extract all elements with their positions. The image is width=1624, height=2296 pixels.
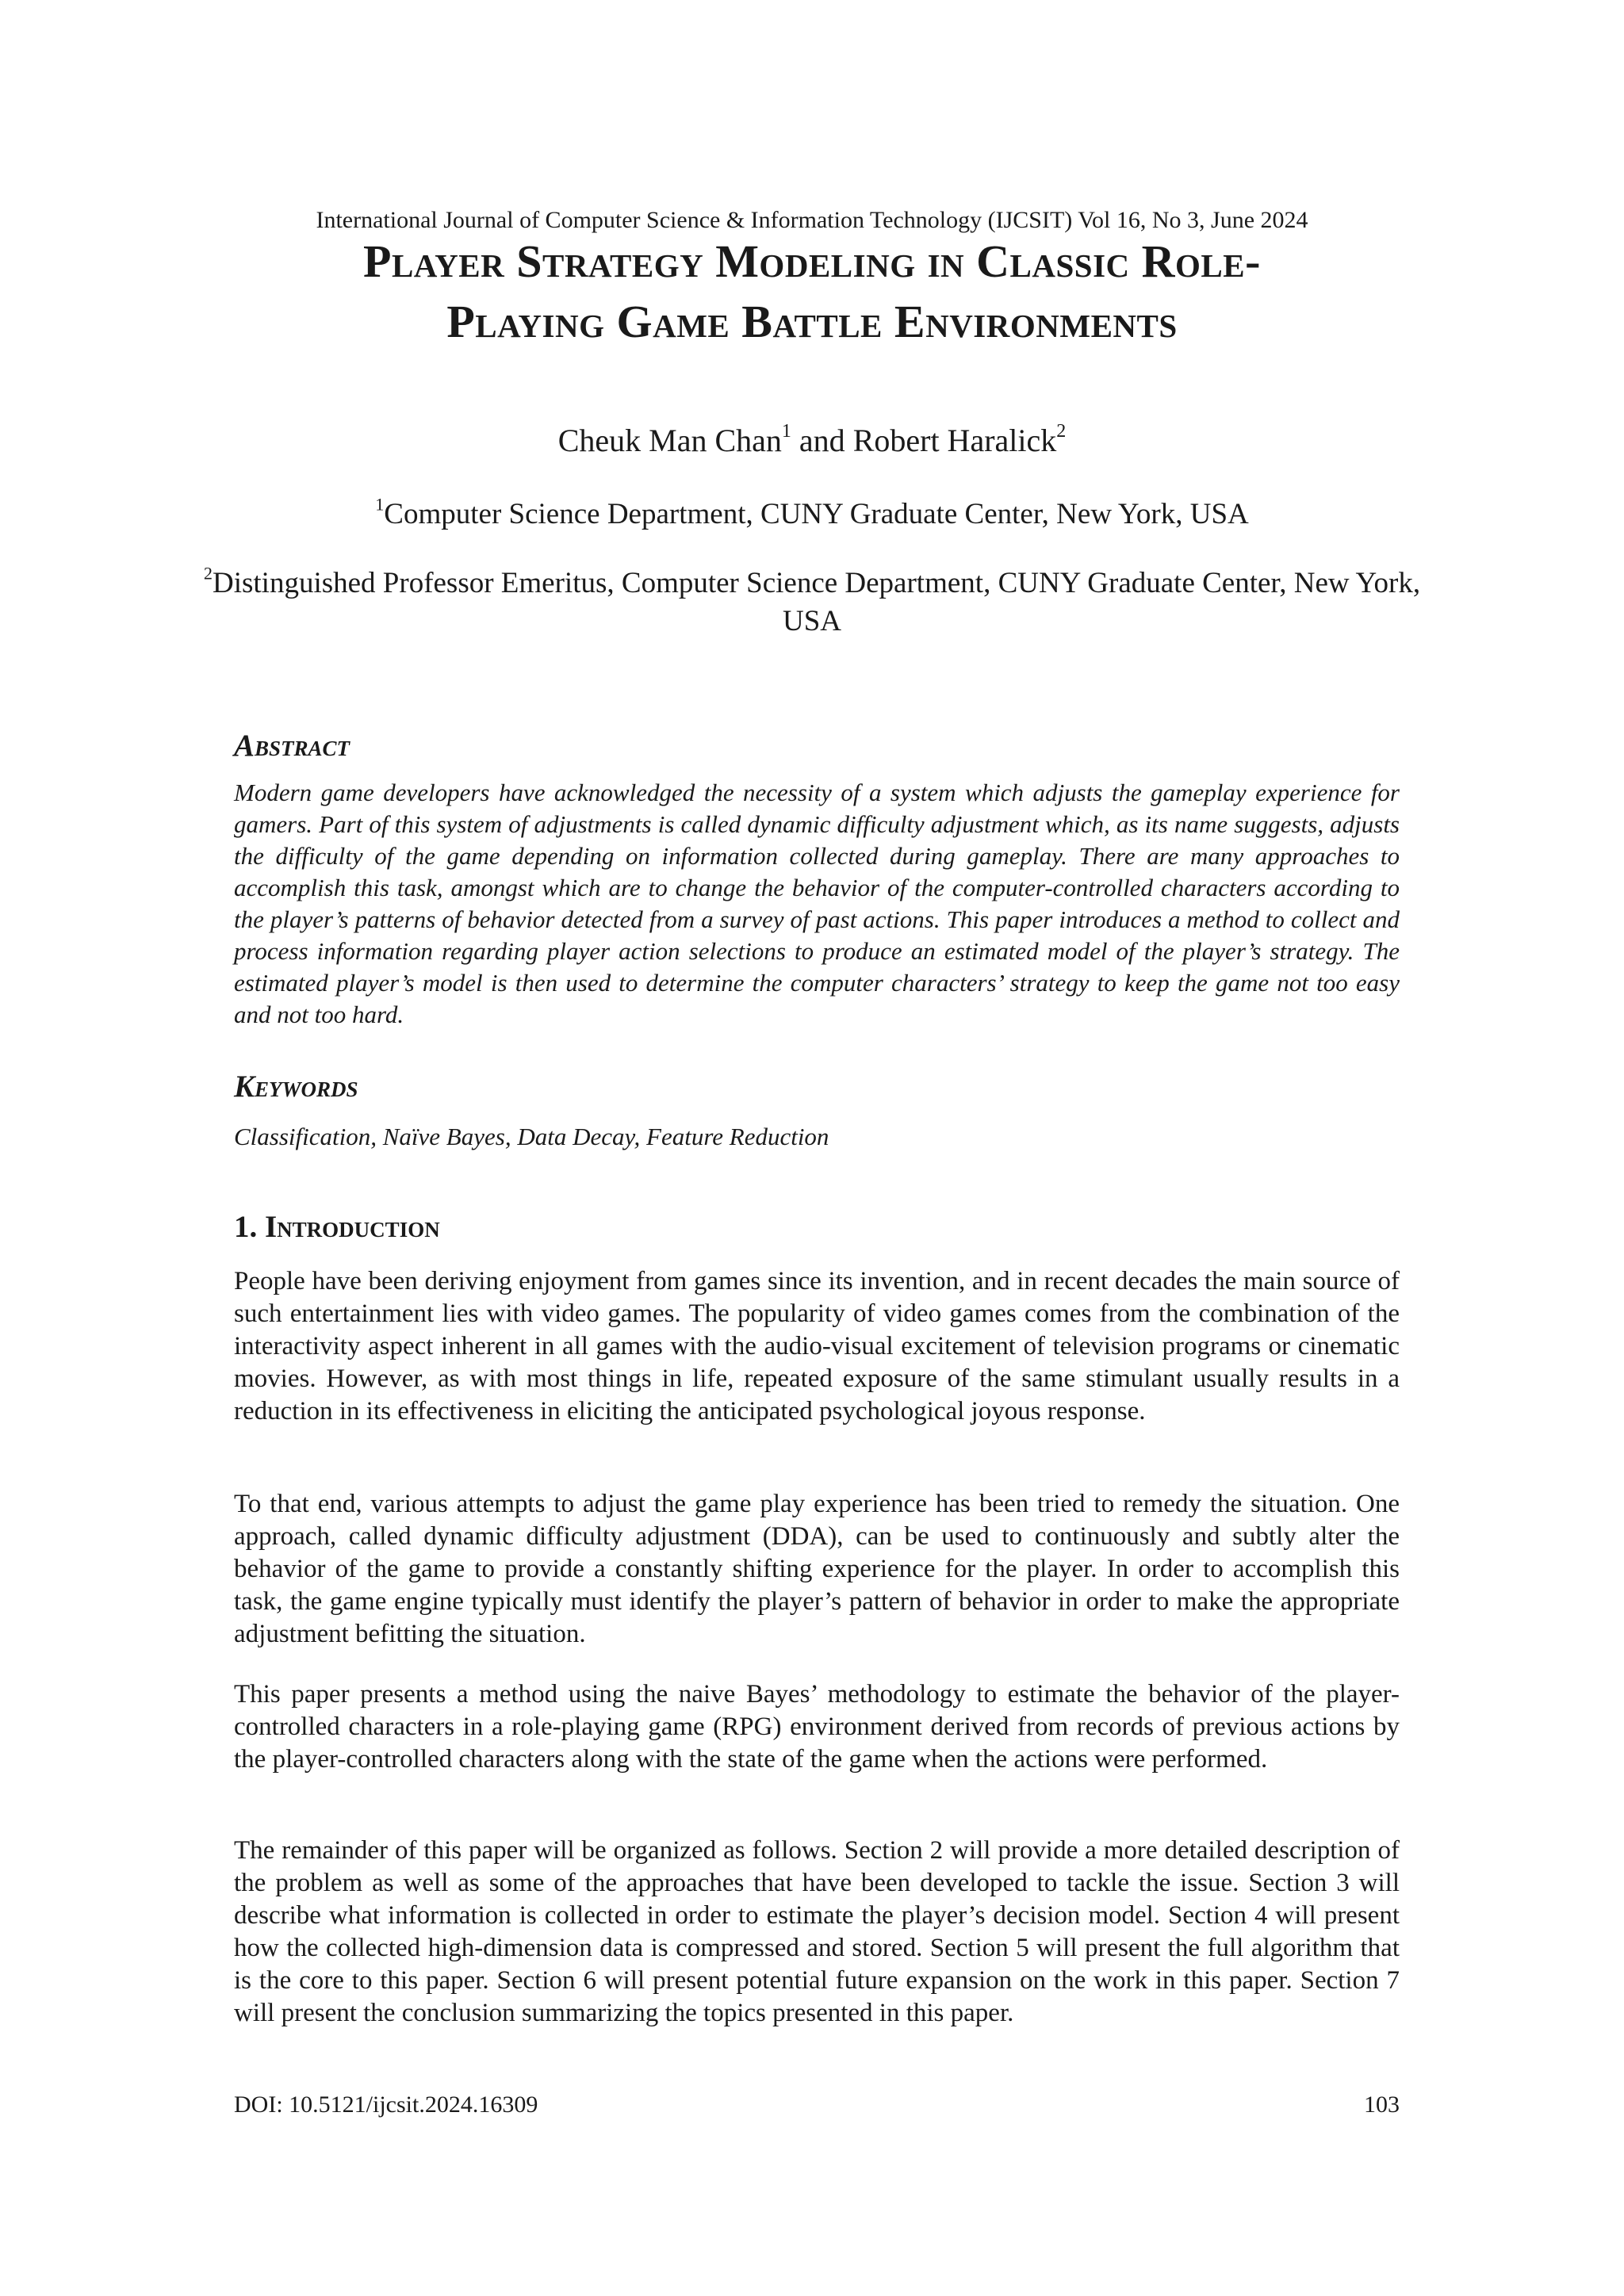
doi-text: DOI: 10.5121/ijcsit.2024.16309	[234, 2091, 538, 2118]
author-name: Robert Haralick	[852, 423, 1057, 458]
abstract-heading: Abstract	[234, 729, 350, 763]
affiliation-text: Computer Science Department, CUNY Graduate Center, New York, USA	[384, 498, 1249, 530]
author-list	[0, 420, 1624, 461]
affiliation-mark: 1	[781, 421, 791, 442]
title-line-1: Player Strategy Modeling in Classic Role-	[363, 235, 1261, 287]
affiliation-text: Distinguished Professor Emeritus, Computer Science Department, CUNY Graduate Center, New York, USA	[212, 567, 1421, 637]
keywords-text: Classification, Naïve Bayes, Data Decay, Feature Reduction	[234, 1123, 829, 1150]
keywords-heading: Keywords	[234, 1070, 358, 1104]
intro-paragraph: The remainder of this paper will be organized as follows. Section 2 will provide a more detailed description of the problem as well as some of the approaches that have been developed to tackle the issue. Section 3 will describe what information is collected in order to estimate the player’s decision model. Section 4 will present how the collected high-dimension data is compressed and stored. Section 5 will present the full algorithm that is the core to this paper. Section 6 will present potential future expansion on the work in this paper. Section 7 will present the conclusion summarizing the topics presented in this paper.	[234, 1836, 1400, 2027]
intro-paragraph: This paper presents a method using the naive Bayes’ methodology to estimate the behavior of the player-controlled characters in a role-playing game (RPG) environment derived from records of previous actions by the player-controlled characters along with the state of the game when the actions were performed.	[234, 1680, 1400, 1774]
title-line-2: Playing Game Battle Environments	[446, 296, 1178, 347]
intro-paragraph: To that end, various attempts to adjust the game play experience has been tried to remedy the situation. One approach, called dynamic difficulty adjustment (DDA), can be used to continuously and subtly alter the behavior of the game to provide a constantly shifting experience for the player. In order to accomplish this task, the game engine typically must identify the player’s pattern of behavior in order to make the appropriate adjustment befitting the situation.	[234, 1490, 1400, 1648]
affiliation-2	[190, 564, 1434, 641]
introduction-heading: 1. Introduction	[234, 1210, 440, 1244]
paper-title	[159, 232, 1465, 352]
affiliation-mark: 2	[1056, 421, 1067, 442]
journal-header: International Journal of Computer Science & Information Technology (IJCSIT) Vol 16, No 3, June 2024	[316, 207, 1308, 233]
affiliation-mark: 1	[375, 494, 385, 515]
author-name: Cheuk Man Chan	[557, 423, 782, 458]
intro-paragraph: People have been deriving enjoyment from games since its invention, and in recent decades the main source of such entertainment lies with video games. The popularity of video games comes from the combination of the interactivity aspect inherent in all games with the audio-visual excitement of television programs or cinematic movies. However, as with most things in life, repeated exposure of the same stimulant usually results in a reduction in its effectiveness in eliciting the anticipated psychological joyous response.	[234, 1267, 1400, 1425]
page-number: 103	[1364, 2091, 1400, 2118]
abstract-text: Modern game developers have acknowledged the necessity of a system which adjusts the gameplay experience for gamers. Part of this system of adjustments is called dynamic difficulty adjustment which, as its name suggests, adjusts the difficulty of the game depending on information collected during gameplay. There are many approaches to accomplish this task, amongst which are to change the behavior of the computer-controlled characters according to the player’s patterns of behavior detected from a survey of past actions. This paper introduces a method to collect and process information regarding player action selections to produce an estimated model of the player’s strategy. The estimated player’s model is then used to determine the computer characters’ strategy to keep the game not too easy and not too hard.	[234, 779, 1400, 1028]
author-connector: and	[791, 423, 853, 458]
affiliation-mark: 2	[203, 563, 213, 584]
affiliation-1	[190, 496, 1434, 534]
